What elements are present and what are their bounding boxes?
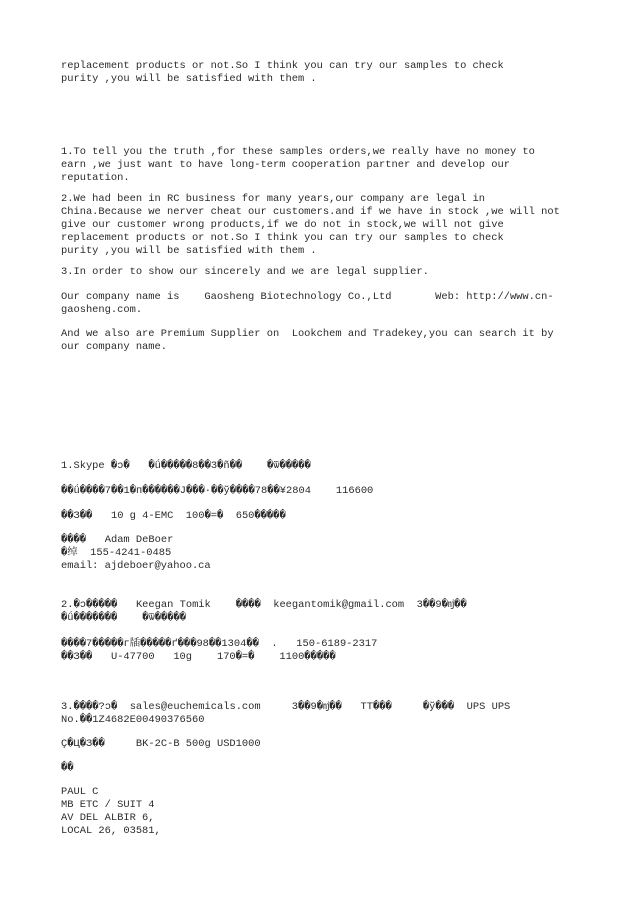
paragraph-address-2: ����7�����г牐�����ґ���98��1304�� . 150-6189-2317 ��З�� U-47700 10g 170�=� 1100����� [61,638,378,663]
paragraph-contact-2: 2.�ɔ����� Keegan Tomik ���� keegantomik@gmail.com 3��9�ǌ�� �ǘ������� �ѿ����� [61,599,467,624]
paragraph-premium-supplier: And we also are Premium Supplier on Lookchem and Tradekey,you can search it by our company name. [61,328,554,353]
paragraph-contact-1: 1.Skype �ɔ� �ǘ�����8��3�ñ�� �ѿ����� [61,460,311,472]
paragraph-recipient-1: ���� Adam DeBoer �绰 155-4241-0485 email: ajdeboer@yahoo.ca [61,534,211,572]
paragraph-order-3: Ç�Ц�З�� BK-2C-B 500g USD1000 [61,738,261,750]
paragraph-point-3: 3.In order to show our sincerely and we are legal supplier. [61,266,429,278]
paragraph-point-1: 1.To tell you the truth ,for these samples orders,we really have no money to earn ,we just want to have long-term cooperation partner and develop our reputation. [61,146,535,184]
paragraph-point-2: 2.We had been in RC business for many years,our company are legal in China.Because we nerver cheat our customers.and if we have in stock ,we will not give our customer wrong products,if we do not in stock,we will not give replacement products or not.So I think you can try our samples to check purity ,you will be satisfied with them . [61,193,560,257]
paragraph-contact-3: 3.����?ɔ� sales@euchemicals.com 3��9�ǌ�� TT��� �ў��� UPS UPS No.��1Z4682E00490376560 [61,701,511,726]
paragraph-address-1: ��ǘ����7��1�п������Ј���·��ў����78��¥2804 116600 [61,485,374,497]
paragraph-order-1: ��З�� 10 g 4-EMC 100�=� 650����� [61,510,286,522]
paragraph-company-name: Our company name is Gaosheng Biotechnology Co.,Ltd Web: http://www.cn- gaosheng.com. [61,291,554,316]
paragraph-intro-continuation: replacement products or not.So I think you can try our samples to check purity ,you will be satisfied with them . [61,60,504,85]
paragraph-separator: �� [61,762,74,774]
paragraph-postal-address: PAUL C MB ETC / SUIT 4 AV DEL ALBIR 6, LOCAL 26, 03581, [61,786,161,837]
